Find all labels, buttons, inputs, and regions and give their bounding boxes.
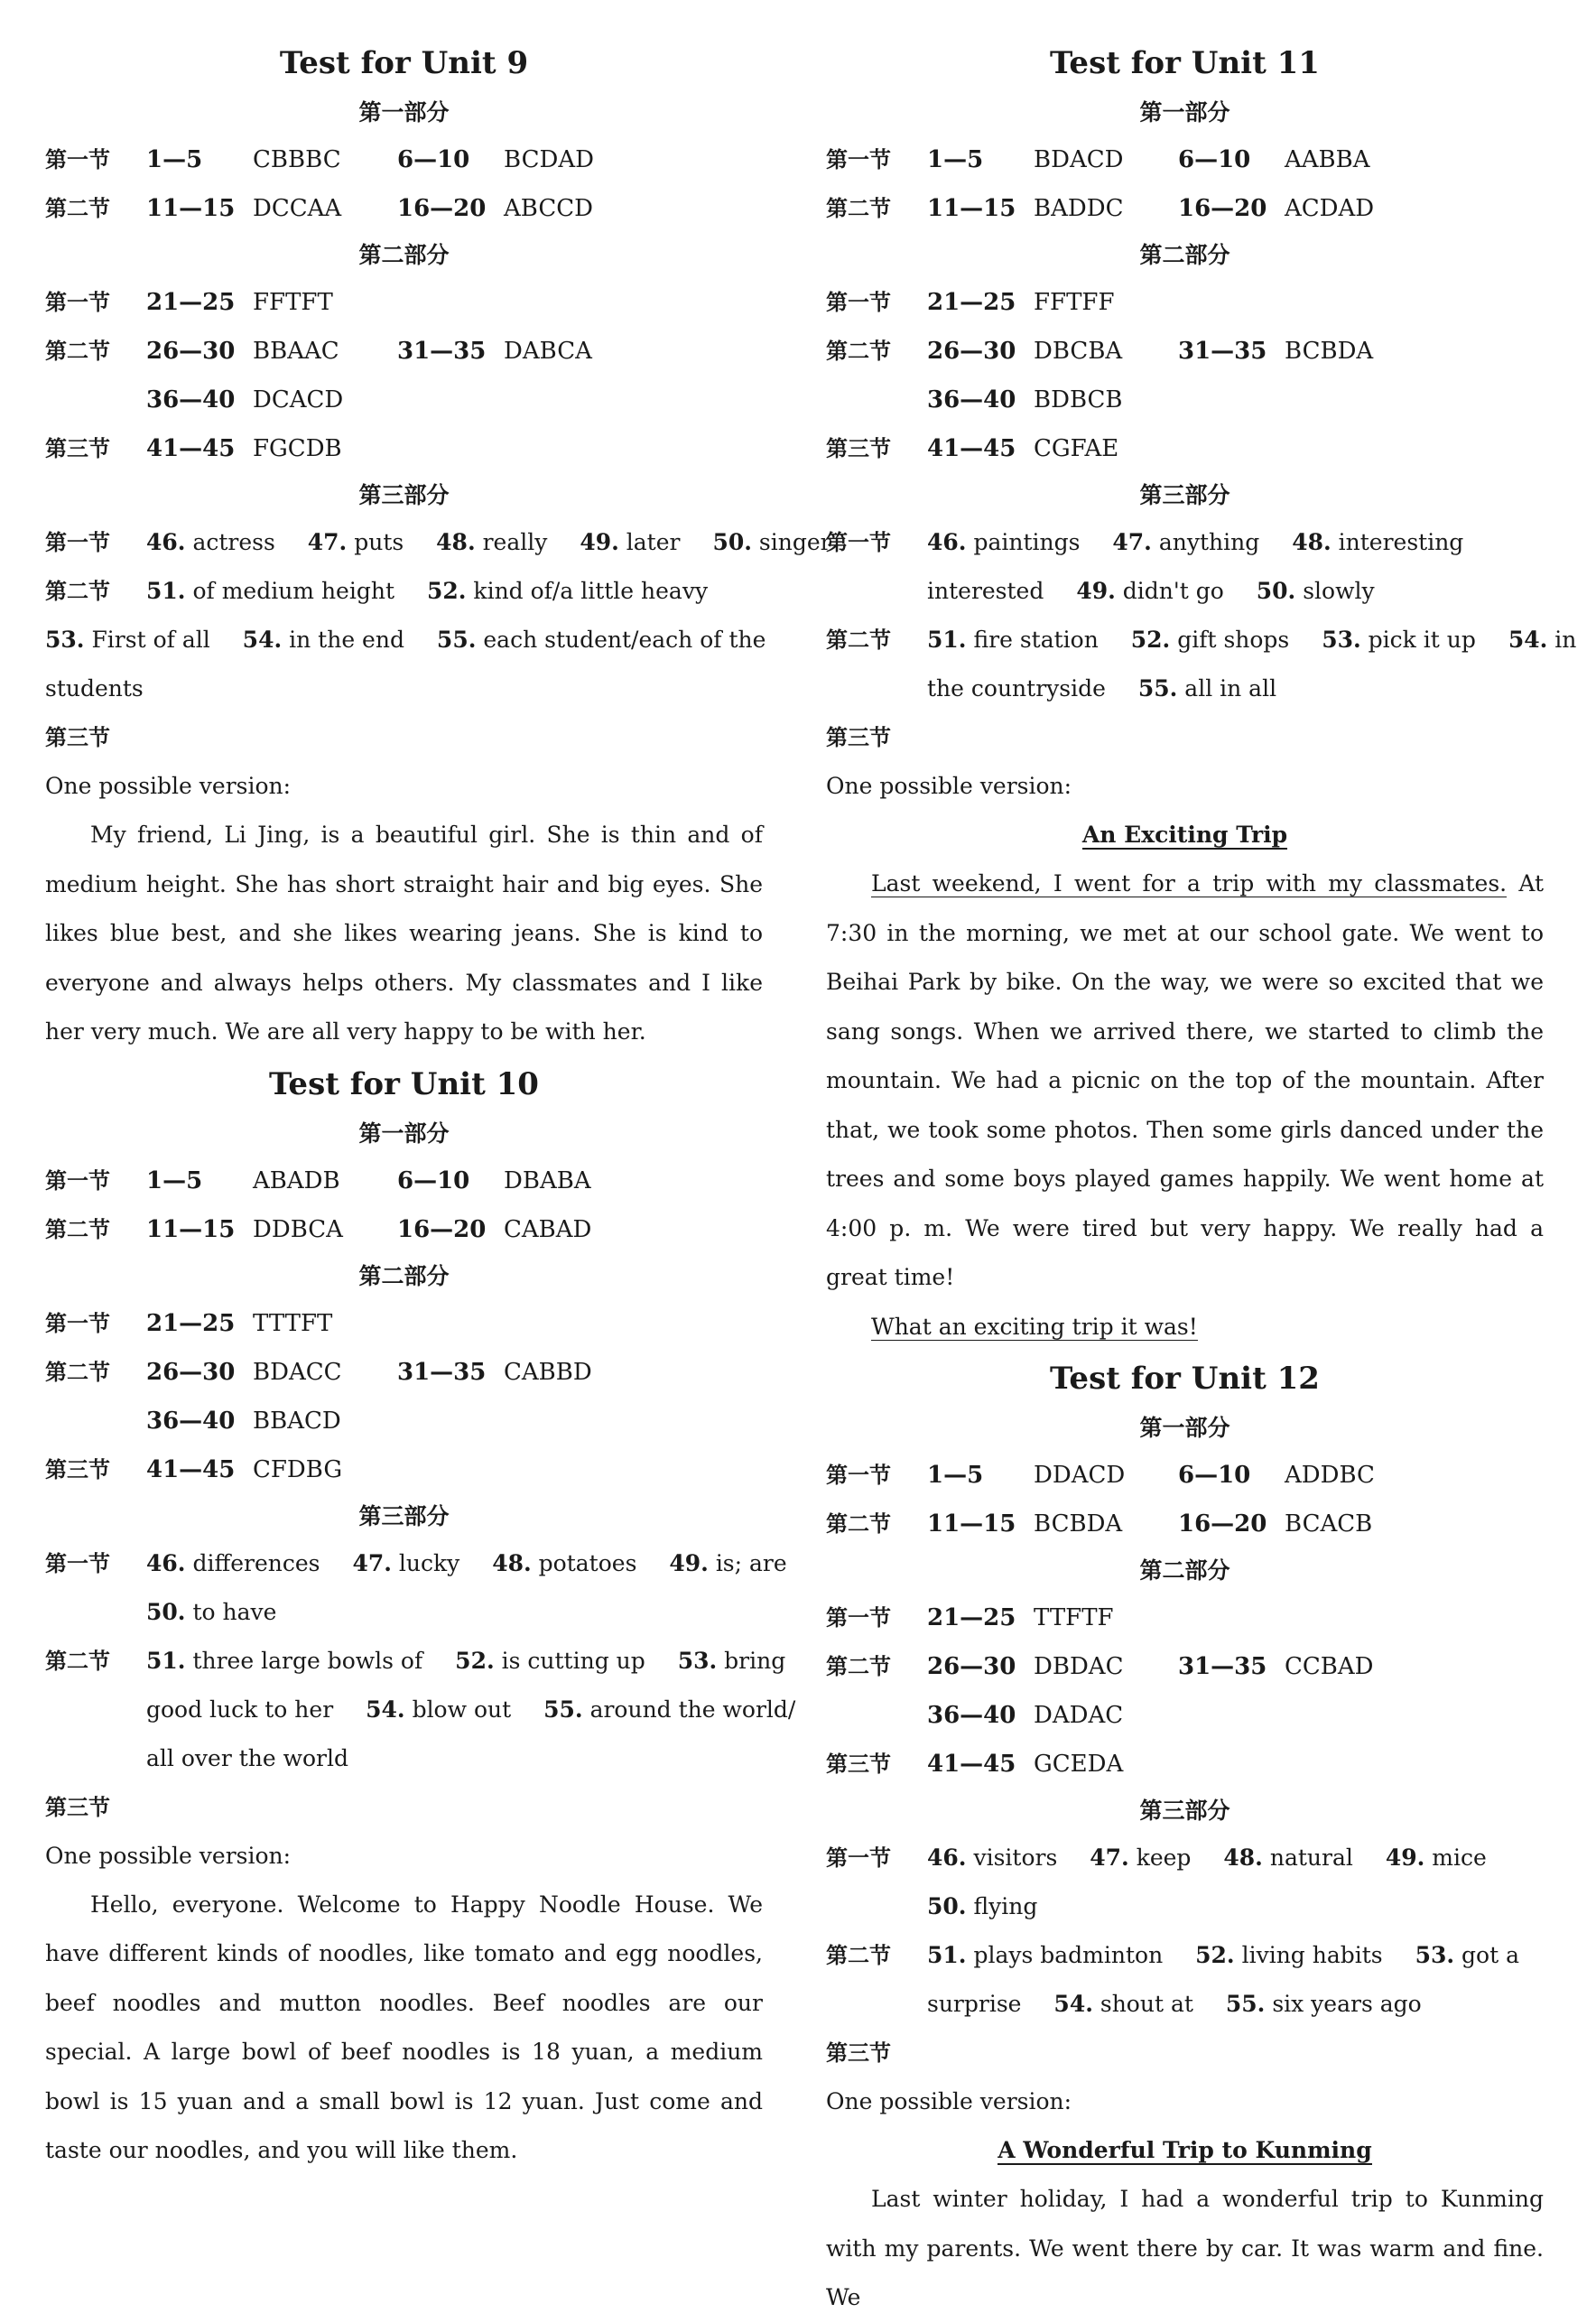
answer-row [45,1445,763,1494]
range: 41—45 [146,1455,236,1483]
answer-row [45,424,763,473]
version-label: One possible version: [826,2088,1072,2114]
unit12-part2: 第二部分 [1139,1557,1230,1584]
range: 6—10 [1178,146,1251,173]
version-label: One possible version: [45,1842,292,1869]
range: 1—5 [927,146,984,173]
range: 31—35 [1178,338,1267,365]
range: 21—25 [146,289,236,316]
answer-row [826,1500,1544,1548]
answers: CCBAD [1285,1653,1374,1680]
answers: DDBCA [253,1215,343,1243]
answers: FFTFF [1034,289,1115,316]
range: 26—30 [146,338,236,365]
answers: AABBA [1285,146,1370,173]
answer-row [45,327,763,376]
fill-row [45,1686,796,1734]
answers: BCBDA [1034,1510,1123,1538]
essay-paragraph: Hello, everyone. Welcome to Happy Noodle House. We have different kinds of noodles, like tomato and egg noodles, beef noodles and mutton noodles. Beef noodles are our special. A large bowl of beef noodles is 18 yuan, a medium bowl is 15 yuan and a small bowl is 12 yuan. Just come and taste our noodles, and you will like them. [45,1891,763,2163]
essay-paragraph: Last winter holiday, I had a wonderful trip to Kunming with my parents. We went there by car. It was warm and fine. We [826,2186,1544,2310]
fill-row [45,1588,763,1637]
fill-answers: 51. plays badminton 52. living habits 53. got a [927,1942,1519,1968]
section-label: 第二节 [826,1511,891,1537]
unit10-part3: 第三部分 [358,1502,450,1529]
range: 1—5 [146,146,203,173]
version-label: One possible version: [826,773,1072,799]
fill-row [826,1931,1544,1980]
fill-row [826,1882,1544,1931]
answers: CABAD [504,1215,592,1243]
range: 36—40 [927,386,1016,413]
answer-row [826,1691,1544,1740]
answer-row [826,184,1544,233]
version-label: One possible version: [45,773,292,799]
range: 16—20 [1178,195,1267,222]
answer-row [45,278,763,327]
left-column [45,36,831,2176]
answers: ACDAD [1285,195,1375,222]
section-label: 第一节 [45,1310,110,1336]
section-label: 第三节 [45,1456,110,1482]
section-label: 第一节 [45,1167,110,1194]
essay-paragraph: My friend, Li Jing, is a beautiful girl. She is thin and of medium height. She has short straight hair and big eyes. She likes blue best, and she likes wearing jeans. She is kind to everyone and always helps others. My classmates and I like her very much. We are all very happy to be with her. [45,822,763,1045]
section-label: 第三节 [45,436,110,461]
answer-row [45,1299,763,1348]
range: 21—25 [927,1604,1016,1631]
answers: BCDAD [504,146,594,173]
section-label: 第一节 [826,147,891,172]
section-label: 第一节 [45,530,110,555]
essay-paragraph: Last weekend, I went for a trip with my classmates. At 7:30 in the morning, we met at our school gate. We went to Beihai Park by bike. On the way, we were so excited that we sang songs. When we arrived there, we started to climb the mountain. We had a picnic on the top of the mountain. After that, we took some photos. Then some girls danced under the trees and some boys played games happily. We went home at 4:00 p. m. We were tired but very happy. We really had a great time! [826,870,1544,1290]
range: 1—5 [927,1462,984,1489]
unit9-part2: 第二部分 [358,242,450,268]
fill-answers: good luck to her 54. blow out 55. around the world/ [146,1696,796,1723]
fill-answers: 46. visitors 47. keep 48. natural 49. mice [927,1844,1487,1871]
answers: ABCCD [504,195,593,222]
range: 11—15 [927,195,1016,222]
essay-paragraph [826,1303,1544,1352]
answers: FFTFT [253,289,333,316]
range: 26—30 [927,1653,1016,1680]
answer-row [826,327,1544,376]
unit11-part1: 第一部分 [1139,99,1230,125]
range: 41—45 [146,435,236,462]
answers: CBBBC [253,146,341,173]
section-label: 第三节 [826,2040,891,2066]
unit11-part2: 第二部分 [1139,242,1230,268]
answer-row [45,1348,763,1397]
fill-answers: 46. differences 47. lucky 48. potatoes 49. is; are [146,1549,787,1576]
range: 36—40 [146,386,236,413]
answers: DCACD [253,386,344,413]
answer-row [826,1740,1544,1789]
answers: TTTFT [253,1309,333,1337]
answer-row [45,184,763,233]
fill-answers: 51. of medium height 52. kind of/a little heavy [146,578,709,604]
section-label: 第一节 [826,1605,891,1631]
unit10-title: Test for Unit 10 [269,1065,539,1102]
section-label: 第二节 [45,1648,110,1674]
answer-row [45,376,763,424]
range: 41—45 [927,435,1016,462]
section-label: 第三节 [45,725,110,750]
answer-row [45,1157,763,1205]
fill-answers: 51. fire station 52. gift shops 53. pick it up 54. in [927,627,1577,653]
answers: DCCAA [253,195,342,222]
answers: DABCA [504,338,592,365]
unit9-part1: 第一部分 [358,99,450,125]
answers: FGCDB [253,435,342,462]
fill-answers: the countryside 55. all in all [927,675,1277,702]
range: 6—10 [397,1166,470,1194]
fill-row [826,1980,1544,2029]
section-label: 第三节 [45,1794,110,1820]
fill-row [826,567,1544,616]
section-label: 第二节 [826,627,891,653]
answers: DBDAC [1034,1653,1124,1680]
answers: BCACB [1285,1510,1373,1538]
range: 21—25 [146,1309,236,1337]
answer-row [826,1594,1544,1642]
answers: CABBD [504,1358,592,1386]
range: 6—10 [397,146,470,173]
fill-answers: 46. actress 47. puts 48. really 49. later 50. singer [146,529,831,555]
unit11-title: Test for Unit 11 [1050,45,1320,81]
underlined-sentence: Last weekend, I went for a trip with my classmates. [871,870,1508,897]
fill-answers: surprise 54. shout at 55. six years ago [927,1991,1422,2017]
section-label: 第三节 [826,725,891,750]
unit12-title: Test for Unit 12 [1050,1361,1320,1397]
range: 6—10 [1178,1462,1251,1489]
range: 31—35 [397,338,487,365]
range: 11—15 [146,195,236,222]
range: 11—15 [146,1215,236,1243]
range: 36—40 [927,1702,1016,1729]
section-label: 第三节 [826,436,891,461]
fill-row [45,1637,786,1686]
unit10-part2: 第二部分 [358,1262,450,1289]
range: 36—40 [146,1407,236,1435]
range: 21—25 [927,289,1016,316]
answer-row [45,135,763,184]
unit10-part1: 第一部分 [358,1120,450,1147]
answer-row [45,1205,763,1254]
section-label: 第二节 [45,196,110,221]
section-label: 第一节 [826,530,891,555]
range: 26—30 [146,1358,236,1386]
fill-row [45,518,831,567]
range: 1—5 [146,1166,203,1194]
section-label: 第一节 [45,1550,110,1576]
answer-row [826,278,1544,327]
answer-row [826,1642,1544,1691]
unit11-part3: 第三部分 [1139,482,1230,508]
range: 16—20 [397,195,487,222]
range: 41—45 [927,1751,1016,1778]
fill-answers: 51. three large bowls of 52. is cutting up 53. bring [146,1647,786,1674]
answer-row [826,1451,1544,1500]
answer-row [826,135,1544,184]
answers: CFDBG [253,1455,343,1483]
unit9-part3: 第三部分 [358,482,450,508]
answers: BBACD [253,1407,341,1435]
continuation-text: students [45,675,144,702]
range: 16—20 [1178,1510,1267,1538]
answers: ADDBC [1285,1462,1375,1489]
section-label: 第一节 [45,147,110,172]
answers: BDBCB [1034,386,1123,413]
section-label: 第一节 [826,1845,891,1871]
underlined-sentence: What an exciting trip it was! [871,1313,1198,1340]
fill-answers: 46. paintings 47. anything 48. interesting [927,529,1464,555]
answer-row [826,376,1544,424]
answers: BBAAC [253,338,339,365]
answer-row [45,1397,763,1445]
answers: DADAC [1034,1702,1124,1729]
range: 31—35 [397,1358,487,1386]
section-label: 第二节 [826,196,891,221]
range: 26—30 [927,338,1016,365]
unit12-part1: 第一部分 [1139,1415,1230,1441]
section-label: 第二节 [826,1654,891,1679]
fill-row [826,1834,1544,1882]
answers: DBCBA [1034,338,1123,365]
fill-row [826,518,1544,567]
answers: BDACC [253,1358,342,1386]
section-label: 第二节 [45,1359,110,1385]
fill-row [826,664,1544,713]
answers: ABADB [253,1166,340,1194]
fill-row [45,1734,763,1783]
unit9-title: Test for Unit 9 [279,45,529,81]
range: 31—35 [1178,1653,1267,1680]
answers: CGFAE [1034,435,1119,462]
section-label: 第二节 [45,579,110,604]
section-label: 第一节 [45,290,110,315]
answers: BCBDA [1285,338,1374,365]
section-label: 第二节 [826,339,891,364]
answers: DBABA [504,1166,591,1194]
fill-row [45,567,763,616]
continuation-text: all over the world [146,1744,348,1771]
section-label: 第二节 [826,1943,891,1968]
section-label: 第一节 [826,290,891,315]
fill-answers: interested 49. didn't go 50. slowly [927,578,1375,604]
range: 11—15 [927,1510,1016,1538]
unit12-part3: 第三部分 [1139,1798,1230,1824]
answer-row [826,424,1544,473]
fill-answers: 53. First of all 54. in the end 55. each student/each of the [45,627,766,653]
answers: DDACD [1034,1462,1126,1489]
fill-answers: 50. to have [146,1598,277,1625]
answers: BADDC [1034,195,1124,222]
essay-title: An Exciting Trip [1081,822,1288,848]
essay-title: A Wonderful Trip to Kunming [998,2137,1372,2163]
answers: GCEDA [1034,1751,1124,1778]
right-column [826,36,1577,2323]
fill-row [45,616,766,664]
section-label: 第二节 [45,1216,110,1242]
answers: TTFTF [1034,1604,1114,1631]
range: 16—20 [397,1215,487,1243]
section-label: 第一节 [826,1463,891,1488]
fill-row [826,616,1577,664]
answers: BDACD [1034,146,1124,173]
section-label: 第三节 [826,1752,891,1777]
section-label: 第二节 [45,339,110,364]
fill-row [45,1539,787,1588]
fill-answers: 50. flying [927,1893,1038,1919]
